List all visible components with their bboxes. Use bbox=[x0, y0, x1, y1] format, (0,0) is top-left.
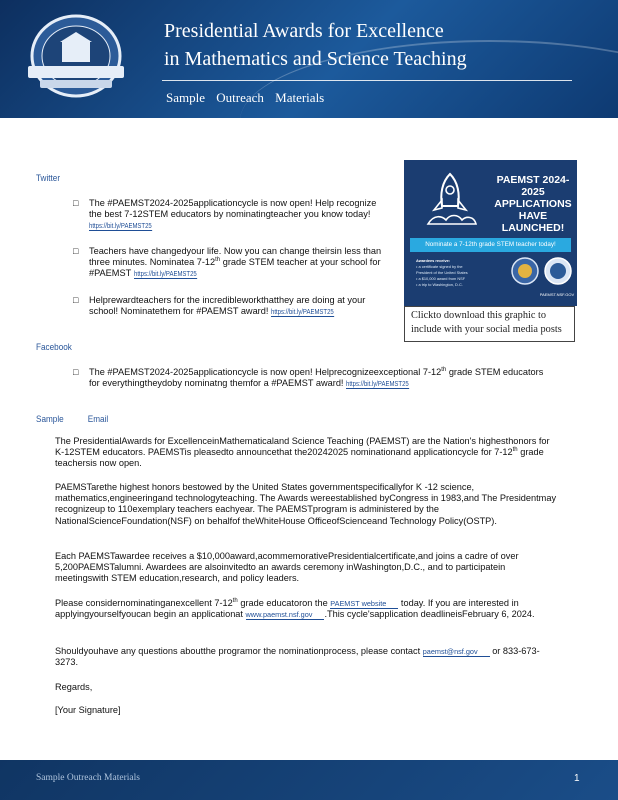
graphic-footer: PAEMST.NSF.GOV bbox=[539, 292, 575, 297]
nsf-seal-icon bbox=[543, 256, 573, 286]
post-text: Helprewardteachers for the incredibleworkthatthey are doing at your school! Nominatethem for #PAEMST award! bbox=[89, 295, 366, 317]
post-link[interactable]: https://bit.ly/PAEMST25 bbox=[89, 221, 152, 231]
bullet-icon: □ bbox=[73, 246, 79, 256]
contact-email-link[interactable]: paemst@nsf.gov bbox=[423, 647, 490, 657]
superscript: th bbox=[512, 447, 518, 454]
post-link[interactable]: https://bit.ly/PAEMST25 bbox=[346, 379, 409, 389]
post-text: grade STEM educators for everythingtheydoby nominatng themfor a #PAEMST award! bbox=[89, 367, 544, 389]
facebook-post bbox=[89, 367, 549, 389]
header-title-line1: Presidential Awards for Excellence bbox=[164, 20, 444, 42]
bullet-icon: □ bbox=[73, 295, 79, 305]
bullet-icon: □ bbox=[73, 367, 79, 377]
header-subtitle bbox=[166, 90, 332, 106]
email-heading-email: Email bbox=[87, 414, 109, 425]
paragraph-text: The PresidentialAwards for ExcellenceinMathematicaland Science Teaching (PAEMST) are the Nation's highesthonors for K-12STEM educators. PAEMSTis pleasedto announcethat the20242025 nominationand applicationcycle for 7-12 bbox=[55, 436, 550, 458]
email-regards: Regards, bbox=[55, 682, 93, 692]
twitter-post-2 bbox=[89, 246, 389, 280]
graphic-info-line: • a trip to Washington, D.C. bbox=[416, 282, 463, 287]
post-text: grade STEM teacher at your school for #PAEMST bbox=[89, 257, 381, 279]
paragraph-text: grade educatoron the bbox=[240, 598, 328, 608]
post-link[interactable]: https://bit.ly/PAEMST25 bbox=[133, 269, 197, 279]
graphic-info-line: President of the United States bbox=[416, 270, 468, 275]
post-text: The #PAEMST2024-2025applicationcycle is now open! Help recognize the best 7-12STEM educators by nominatingteacher you know today! bbox=[89, 198, 377, 220]
paragraph-text: Shouldyouhave any questions aboutthe programor the nominationprocess, please contact bbox=[55, 646, 421, 656]
post-text: The #PAEMST2024-2025applicationcycle is now open! Helprecognizeexceptional 7-12 bbox=[89, 367, 442, 377]
twitter-heading: Twitter bbox=[36, 173, 61, 184]
paemst-website-link[interactable]: PAEMST website bbox=[330, 599, 398, 609]
twitter-post-1 bbox=[89, 198, 389, 232]
page-number: 1 bbox=[574, 773, 580, 784]
graphic-info-heading: Awardees receive: bbox=[416, 258, 451, 263]
rocket-icon bbox=[418, 170, 482, 232]
paemst-url-link[interactable]: www.paemst.nsf.gov bbox=[246, 610, 325, 620]
bullet-icon: □ bbox=[73, 198, 79, 208]
graphic-caption: Clickto download this graphic to include with your social media posts bbox=[404, 306, 575, 342]
superscript: th bbox=[215, 257, 221, 264]
page-footer bbox=[0, 760, 618, 800]
email-signature: [Your Signature] bbox=[55, 705, 121, 715]
email-paragraph-5 bbox=[55, 646, 560, 668]
paragraph-text: today. If you are interested in applyingyourselfyoucan begin an applicationat bbox=[55, 598, 519, 620]
post-link[interactable]: https://bit.ly/PAEMST25 bbox=[270, 307, 334, 317]
graphic-cta-bar: Nominate a 7-12th grade STEM teacher today! bbox=[410, 238, 571, 252]
graphic-info-line: • a certificate signed by the bbox=[416, 264, 463, 269]
paragraph-text: or 833-673-3273. bbox=[55, 646, 540, 668]
email-paragraph-4 bbox=[55, 598, 560, 620]
superscript: th bbox=[232, 597, 238, 604]
subtitle-word-outreach: Outreach bbox=[216, 90, 264, 105]
email-heading bbox=[36, 414, 108, 425]
paragraph-text: grade teachersis now open. bbox=[55, 447, 544, 469]
post-text: Teachers have changedyour life. Now you can change theirsin less than three minutes. Nominatea 7-12 bbox=[89, 246, 382, 268]
paragraph-text: .This cycle'sapplication deadlineisFebruary 6, 2024. bbox=[324, 609, 535, 620]
award-seal-icon bbox=[24, 12, 128, 100]
email-paragraph-1 bbox=[55, 436, 560, 470]
email-paragraph-2: PAEMSTarethe highest honors bestowed by the United States governmentspecificallyfor K -12 science, mathematics,engineeringand technologyteaching. The Awards wereestablished byCongress in 1983,and The Presidentmay recognizeup to 110exemplary teachers eachyear. The PAEMSTprogram is administered by the NationalScienceFoundation(NSF) on behalfof theWhiteHouse OfficeofScienceand Technology Policy(OSTP). bbox=[55, 482, 557, 526]
subtitle-word-sample: Sample bbox=[166, 90, 205, 105]
social-media-graphic[interactable] bbox=[404, 160, 577, 306]
header-title-line2: in Mathematics and Science Teaching bbox=[164, 48, 467, 70]
header-divider bbox=[162, 80, 572, 81]
email-heading-sample: Sample bbox=[36, 414, 64, 425]
footer-text: Sample Outreach Materials bbox=[36, 773, 140, 783]
twitter-post-3 bbox=[89, 295, 389, 317]
graphic-title: PAEMST 2024-2025 APPLICATIONS HAVE LAUNCHED! bbox=[494, 174, 572, 234]
paragraph-text: Please considernominatinganexcellent 7-12 bbox=[55, 598, 233, 608]
subtitle-word-materials: Materials bbox=[275, 90, 325, 105]
graphic-info-line: • a $10,000 award from NSF bbox=[416, 276, 466, 281]
superscript: th bbox=[441, 366, 447, 373]
facebook-heading: Facebook bbox=[36, 342, 72, 353]
email-paragraph-3: Each PAEMSTawardee receives a $10,000award,acommemorativePresidentialcertificate,and joins a cadre of over 5,200PAEMSTalumni. Awardees are alsoinvitedto an awards ceremony inWashington,D.C., and to participatein meetingswith STEM education,research, and policy leaders. bbox=[55, 551, 519, 584]
presidential-seal-icon bbox=[510, 256, 540, 286]
graphic-info bbox=[416, 258, 514, 288]
page-header bbox=[0, 0, 618, 118]
